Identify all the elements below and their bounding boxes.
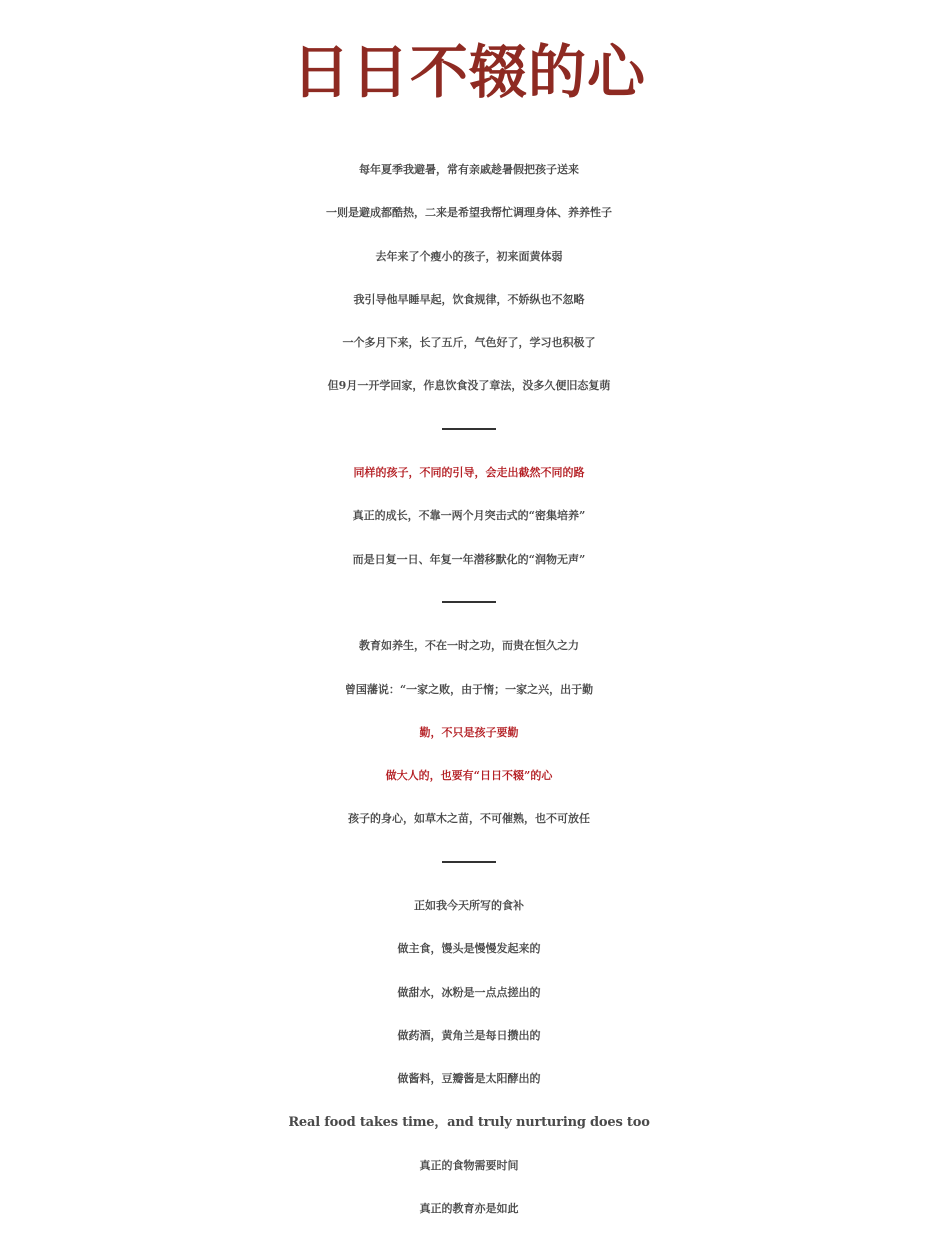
section-divider xyxy=(0,408,938,451)
text-line: 曾国藩说：“一家之败，由于惰；一家之兴，出于勤 xyxy=(344,682,594,696)
section-divider xyxy=(0,841,938,884)
text-line: 做甜水，冰粉是一点点搓出的 xyxy=(397,985,541,999)
text-line: 但9月一开学回家，作息饮食没了章法，没多久便旧态复萌 xyxy=(327,379,611,393)
text-line: 一则是避成都酷热，二来是希望我帮忙调理身体、养养性子 xyxy=(326,206,612,220)
text-line: 一个多月下来，长了五斤，气色好了，学习也积极了 xyxy=(342,336,596,350)
text-line: 去年来了个瘦小的孩子，初来面黄体弱 xyxy=(375,249,563,263)
text-line: 做主食，馒头是慢慢发起来的 xyxy=(397,942,541,956)
text-line: 正如我今天所写的食补 xyxy=(414,899,524,913)
text-line: 教育如养生，不在一时之功，而贵在恒久之力 xyxy=(359,639,579,653)
text-line: 真正的成长，不靠一两个月突击式的“密集培养” xyxy=(352,509,586,523)
text-line: 每年夏季我避暑，常有亲戚趁暑假把孩子送来 xyxy=(359,163,579,176)
divider-rule xyxy=(442,861,496,863)
text-line: 做药酒，黄角兰是每日攒出的 xyxy=(397,1028,541,1042)
text-line: 孩子的身心，如草木之苗，不可催熟，也不可放任 xyxy=(348,812,590,826)
highlight-line: 做大人的，也要有“日日不辍”的心 xyxy=(385,769,553,783)
text-line: 做酱料，豆瓣酱是太阳酵出的 xyxy=(397,1072,541,1086)
text-line: 我引导他早睡早起，饮食规律，不娇纵也不忽略 xyxy=(353,292,585,306)
text-line: 真正的食物需要时间 xyxy=(419,1158,519,1172)
divider-rule xyxy=(442,428,496,430)
highlight-line: 同样的孩子，不同的引导，会走出截然不同的路 xyxy=(353,466,585,480)
text-line: Real food takes time，and truly nurturing does too xyxy=(288,1114,650,1130)
page-title: 日日不辍的心 xyxy=(291,38,646,106)
highlight-line: 勤，不只是孩子要勤 xyxy=(419,725,519,739)
text-line: 真正的教育亦是如此 xyxy=(419,1202,519,1216)
text-line: 而是日复一日、年复一年潜移默化的“润物无声” xyxy=(352,552,586,566)
section-divider xyxy=(0,581,938,624)
article-body xyxy=(0,148,938,1230)
divider-rule xyxy=(442,601,496,603)
